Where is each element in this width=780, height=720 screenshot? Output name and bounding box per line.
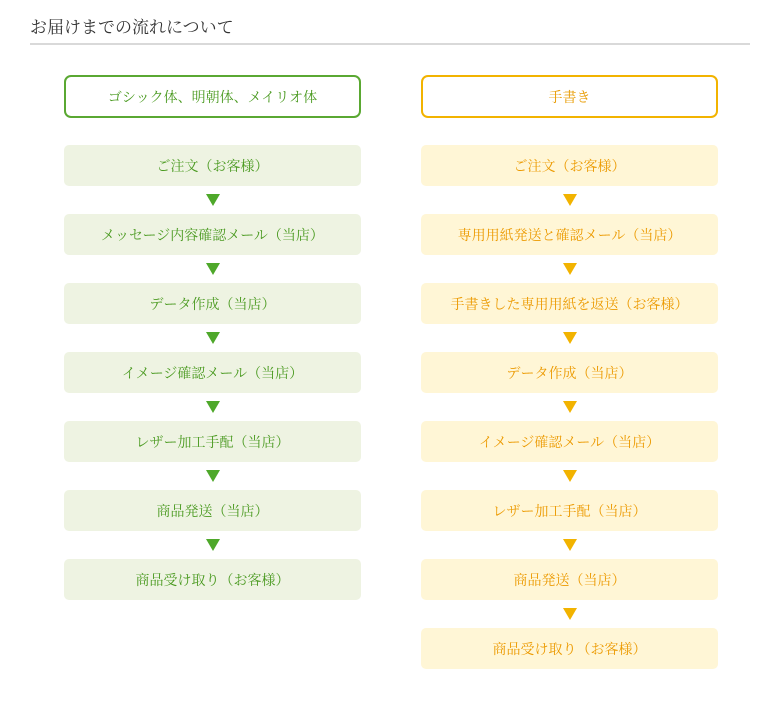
arrow-down-icon xyxy=(421,531,718,559)
triangle-down-icon xyxy=(206,539,220,551)
triangle-down-icon xyxy=(563,539,577,551)
flow-step: イメージ確認メール（当店） xyxy=(421,421,718,462)
arrow-down-icon xyxy=(64,255,361,283)
flow-column-typeset xyxy=(64,75,361,600)
arrow-down-icon xyxy=(421,255,718,283)
arrow-down-icon xyxy=(421,600,718,628)
flow-step: レザー加工手配（当店） xyxy=(421,490,718,531)
arrow-down-icon xyxy=(421,186,718,214)
flow-step: 専用用紙発送と確認メール（当店） xyxy=(421,214,718,255)
page-title: お届けまでの流れについて xyxy=(30,15,750,45)
flow-step: レザー加工手配（当店） xyxy=(64,421,361,462)
flow-column-handwritten xyxy=(421,75,718,669)
triangle-down-icon xyxy=(563,194,577,206)
triangle-down-icon xyxy=(206,194,220,206)
flow-step: 商品発送（当店） xyxy=(421,559,718,600)
triangle-down-icon xyxy=(563,401,577,413)
arrow-down-icon xyxy=(64,324,361,352)
triangle-down-icon xyxy=(206,470,220,482)
flow-step: 商品発送（当店） xyxy=(64,490,361,531)
triangle-down-icon xyxy=(206,332,220,344)
arrow-down-icon xyxy=(64,462,361,490)
flow-step: 手書きした専用用紙を返送（お客様） xyxy=(421,283,718,324)
column-header-typeset: ゴシック体、明朝体、メイリオ体 xyxy=(64,75,361,118)
flow-step: ご注文（お客様） xyxy=(64,145,361,186)
flow-step: イメージ確認メール（当店） xyxy=(64,352,361,393)
triangle-down-icon xyxy=(206,263,220,275)
triangle-down-icon xyxy=(206,401,220,413)
arrow-down-icon xyxy=(421,462,718,490)
triangle-down-icon xyxy=(563,470,577,482)
column-header-handwritten: 手書き xyxy=(421,75,718,118)
triangle-down-icon xyxy=(563,608,577,620)
arrow-down-icon xyxy=(64,531,361,559)
triangle-down-icon xyxy=(563,263,577,275)
arrow-down-icon xyxy=(64,393,361,421)
arrow-down-icon xyxy=(64,186,361,214)
step-list xyxy=(64,145,361,600)
flow-step: 商品受け取り（お客様） xyxy=(64,559,361,600)
flow-step: メッセージ内容確認メール（当店） xyxy=(64,214,361,255)
arrow-down-icon xyxy=(421,393,718,421)
flow-step: データ作成（当店） xyxy=(421,352,718,393)
flow-step: 商品受け取り（お客様） xyxy=(421,628,718,669)
step-list xyxy=(421,145,718,669)
arrow-down-icon xyxy=(421,324,718,352)
flow-step: ご注文（お客様） xyxy=(421,145,718,186)
flow-step: データ作成（当店） xyxy=(64,283,361,324)
triangle-down-icon xyxy=(563,332,577,344)
